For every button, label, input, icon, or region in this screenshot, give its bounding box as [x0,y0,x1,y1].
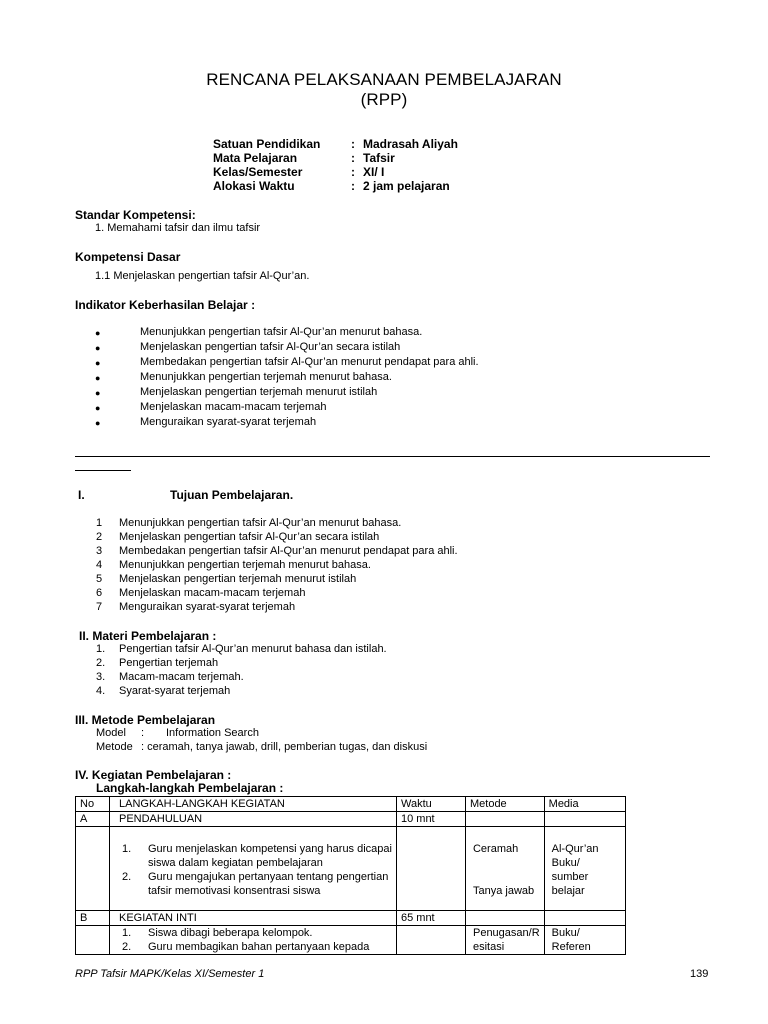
media-value: sumber [551,871,589,883]
indikator-heading: Indikator Keberhasilan Belajar : [75,298,256,312]
table-cell [396,926,465,955]
table-cell: A [76,812,110,827]
list-item: Guru menjelaskan kompetensi yang harus dicapai [148,843,392,855]
list-item: Menguraikan syarat-syarat terjemah [140,416,317,428]
standar-heading: Standar Kompetensi: [75,208,196,222]
list-number: 2. [122,871,132,883]
table-row [76,827,626,911]
list-number: 5 [96,573,103,585]
document-subtitle: (RPP) [360,90,408,109]
list-number: 1. [122,927,132,939]
list-item: Membedakan pengertian tafsir Al-Qur’an menurut pendapat para ahli. [140,356,479,368]
identity-sep: : [351,179,355,193]
list-item: Menunjukkan pengertian tafsir Al-Qur’an menurut bahasa. [140,326,423,338]
list-number: 3 [96,545,103,557]
list-number: 2 [96,531,103,543]
bullet-icon: ● [95,343,101,353]
table-cell [544,812,625,827]
kegiatan-subheading: Langkah-langkah Pembelajaran : [96,781,284,795]
kegiatan-heading: IV. Kegiatan Pembelajaran : [75,768,232,782]
identity-value: Madrasah Aliyah [363,137,458,151]
table-cell [396,827,465,911]
tujuan-heading: Tujuan Pembelajaran. [170,488,294,502]
header-cell: Metode [465,797,544,812]
list-item: Menjelaskan macam-macam terjemah [140,401,327,413]
list-item: tafsir memotivasi konsentrasi siswa [148,885,321,897]
table-cell [76,926,110,955]
identity-sep: : [351,165,355,179]
tujuan-number: I. [78,488,85,502]
identity-value: Tafsir [363,151,395,165]
identity-value: XI/ I [363,165,385,179]
metode-value: esitasi [472,941,505,953]
list-number: 1. [122,843,132,855]
identity-label: Satuan Pendidikan [213,137,321,151]
table-cell [465,827,544,911]
header-cell: Media [544,797,625,812]
table-cell: KEGIATAN INTI [110,911,397,926]
media-value: Referen [551,941,591,953]
table-cell: 65 mnt [396,911,465,926]
list-item: Menunjukkan pengertian terjemah menurut bahasa. [119,559,371,571]
footer-text: RPP Tafsir MAPK/Kelas XI/Semester 1 [75,968,265,980]
table-cell [544,911,625,926]
media-value: Al-Qur’an [551,843,599,855]
list-item: Membedakan pengertian tafsir Al-Qur’an menurut pendapat para ahli. [119,545,458,557]
list-item: Macam-macam terjemah. [119,671,244,683]
metode-heading: III. Metode Pembelajaran [75,713,216,727]
bullet-icon: ● [95,328,101,338]
table-cell [110,827,397,911]
table-cell: PENDAHULUAN [110,812,397,827]
media-value: Buku/ [551,857,580,869]
header-cell: LANGKAH-LANGKAH KEGIATAN [110,797,397,812]
table-row [76,911,626,926]
table-row [76,926,626,955]
list-item: Menunjukkan pengertian terjemah menurut bahasa. [140,371,392,383]
materi-heading: II. Materi Pembelajaran : [79,629,217,643]
bullet-icon: ● [95,358,101,368]
identity-value: 2 jam pelajaran [363,179,450,193]
table-cell: 10 mnt [396,812,465,827]
list-item: Guru membagikan bahan pertanyaan kepada [148,941,370,953]
identity-sep: : [351,151,355,165]
table-cell [110,926,397,955]
list-number: 4 [96,559,103,571]
table-cell [465,926,544,955]
list-item: siswa dalam kegiatan pembelajaran [148,857,323,869]
table-cell [465,911,544,926]
metode-value: Tanya jawab [472,885,535,897]
kegiatan-table [75,796,626,955]
model-sep: : [141,727,145,739]
standar-item: 1. Memahami tafsir dan ilmu tafsir [95,222,261,234]
media-value: belajar [551,885,585,897]
list-number: 4. [96,685,106,697]
list-number: 1. [96,643,106,655]
header-cell: No [76,797,110,812]
list-item: Menjelaskan pengertian tafsir Al-Qur’an secara istilah [140,341,401,353]
page-number: 139 [690,968,709,980]
metode-value: : ceramah, tanya jawab, drill, pemberian tugas, dan diskusi [141,741,428,753]
list-number: 2. [122,941,132,953]
table-cell [544,827,625,911]
identity-sep: : [351,137,355,151]
bullet-icon: ● [95,403,101,413]
list-item: Siswa dibagi beberapa kelompok. [148,927,313,939]
metode-value: Ceramah [472,843,519,855]
list-number: 3. [96,671,106,683]
header-cell: Waktu [396,797,465,812]
table-cell [465,812,544,827]
metode-value: Penugasan/R [472,927,540,939]
list-item: Menunjukkan pengertian tafsir Al-Qur’an menurut bahasa. [119,517,402,529]
list-number: 2. [96,657,106,669]
divider-rule-short [75,470,131,471]
metode-label: Metode [96,741,133,753]
identity-label: Alokasi Waktu [213,179,295,193]
table-cell: B [76,911,110,926]
table-header-row [76,797,626,812]
list-item: Menjelaskan macam-macam terjemah [119,587,306,599]
bullet-icon: ● [95,373,101,383]
kompetensi-item: 1.1 Menjelaskan pengertian tafsir Al-Qur’an. [95,270,310,282]
bullet-icon: ● [95,418,101,428]
list-item: Menjelaskan pengertian terjemah menurut istilah [140,386,378,398]
list-item: Menjelaskan pengertian tafsir Al-Qur’an secara istilah [119,531,380,543]
table-cell [544,926,625,955]
identity-label: Kelas/Semester [213,165,303,179]
list-item: Pengertian terjemah [119,657,219,669]
list-item: Pengertian tafsir Al-Qur’an menurut bahasa dan istilah. [119,643,387,655]
bullet-icon: ● [95,388,101,398]
document-title: RENCANA PELAKSANAAN PEMBELAJARAN [206,70,562,89]
model-value: Information Search [166,727,259,739]
list-item: Guru mengajukan pertanyaan tentang pengertian [148,871,389,883]
list-item: Menjelaskan pengertian terjemah menurut istilah [119,573,357,585]
table-cell [76,827,110,911]
model-label: Model [96,727,126,739]
list-item: Syarat-syarat terjemah [119,685,231,697]
media-value: Buku/ [551,927,580,939]
kompetensi-heading: Kompetensi Dasar [75,250,181,264]
list-number: 1 [96,517,103,529]
identity-label: Mata Pelajaran [213,151,298,165]
list-number: 6 [96,587,103,599]
list-item: Menguraikan syarat-syarat terjemah [119,601,296,613]
list-number: 7 [96,601,103,613]
table-row [76,812,626,827]
divider-rule [75,456,710,457]
